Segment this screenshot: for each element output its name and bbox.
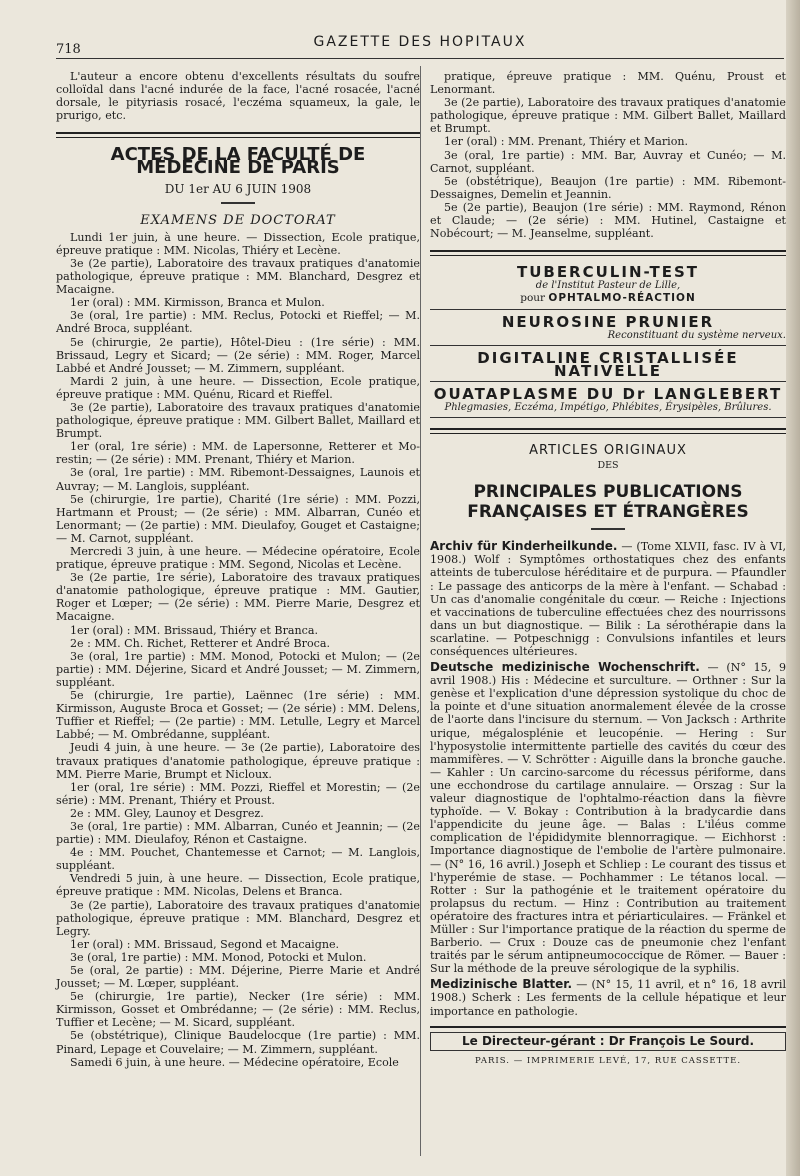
exam-entry: Samedi 6 juin, à une heure. — Médecine opératoire, Ecole bbox=[70, 1055, 399, 1069]
exam-entry: 3e (oral, 1re partie) : MM. Monod, Potocki et Mulon; — (2e partie) : MM. Déjerine, Sicard et André Jousset; — M. Zimmern, suppléant. bbox=[56, 649, 420, 689]
exam-entry: 5e (chirurgie, 1re partie), Necker (1re série) : MM. Kirmisson, Gosset et Ombrédanne; — (2e série) : MM. Reclus, Tuffier et Lecène; — M. Sicard, suppléant. bbox=[56, 990, 420, 1030]
exam-entry: 1er (oral) : MM. Brissaud, Segond et Macaigne. bbox=[70, 937, 340, 951]
right-column bbox=[430, 70, 786, 1068]
ad-tuberculin bbox=[430, 263, 786, 309]
footer bbox=[430, 1026, 786, 1068]
publications-heading: PRINCIPALES PUBLICATIONS FRANÇAISES ET ÉTRANGÈRES bbox=[467, 482, 749, 523]
exams-title: EXAMENS DE DOCTORAT bbox=[140, 212, 336, 228]
exam-entry: 3e (2e partie), Laboratoire des travaux pratiques d'anatomie pathologique, épreuve pratique : MM. Blanchard, Desgrez et Legry. bbox=[56, 898, 420, 938]
exam-entry: 3e (oral, 1re partie) : MM. Monod, Potocki et Mulon. bbox=[70, 950, 367, 964]
page-edge bbox=[786, 0, 800, 1176]
running-title: GAZETTE DES HOPITAUX bbox=[313, 34, 527, 50]
exam-entry: Jeudi 4 juin, à une heure. — 3e (2e partie), Laboratoire des travaux pratiques d'anatomie pathologique, épreuve pratique : MM. Pierre Marie, Brumpt et Nicloux. bbox=[56, 741, 420, 781]
section-rule bbox=[56, 132, 420, 138]
exam-entry: 2e : MM. Ch. Richet, Retterer et André Broca. bbox=[70, 636, 330, 650]
journal-summary: — (N° 15, 11 avril, et n° 16, 18 avril 1908.) Scherk : Les ferments de la cellule hépatique et leur importance en pathologie. bbox=[430, 978, 786, 1018]
section-rule bbox=[430, 250, 786, 256]
journal-name: Deutsche medizinische Wochenschrift. bbox=[430, 660, 700, 675]
section-rule bbox=[430, 428, 786, 434]
exam-entry: 5e (obstétrique), Beaujon (1re partie) : MM. Ribemont-Dessaignes, Demelin et Jeannin. bbox=[430, 174, 786, 201]
column-divider bbox=[420, 66, 421, 1156]
exam-entry: 1er (oral) : MM. Prenant, Thiéry et Marion. bbox=[444, 135, 689, 149]
exam-entry: 4e : MM. Pouchet, Chantemesse et Carnot; — M. Langlois, suppléant. bbox=[56, 846, 420, 873]
exam-entry: 1er (oral) : MM. Kirmisson, Branca et Mulon. bbox=[70, 296, 325, 310]
exam-entry: pratique, épreuve pratique : MM. Quénu, Proust et Lenormant. bbox=[430, 70, 786, 97]
exam-entry: 3e (oral, 1re partie) : MM. Reclus, Potocki et Rieffel; — M. André Broca, suppléant. bbox=[56, 309, 420, 336]
ad-ouataplasme bbox=[430, 384, 786, 418]
exam-entry: 3e (oral, 1re partie) : MM. Bar, Auvray et Cunéo; — M. Carnot, suppléant. bbox=[430, 148, 786, 175]
exam-entry: Lundi 1er juin, à une heure. — Dissection, Ecole pratique, épreuve pratique : MM. Nicolas, Thiéry et Lecène. bbox=[56, 230, 420, 257]
ad-footer bbox=[430, 292, 786, 305]
exam-entry: 5e (chirurgie, 2e partie), Hôtel-Dieu : (1re série) : MM. Brissaud, Legry et Sicard; — (2e série) : MM. Roger, Marcel Labbé et André Jousset; — M. Zimmern, suppléant. bbox=[56, 335, 420, 375]
exam-entry: 5e (chirurgie, 1re partie), Laënnec (1re série) : MM. Kirmisson, Auguste Broca et Gosset; — (2e série) : MM. Delens, Tuffier et Rieffel; — (2e partie) : MM. Letulle, Legry et Marcel Labbé; — M. Ombrédanne, suppléant. bbox=[56, 689, 420, 742]
acts-title: ACTES DE LA FACULTÉ DE MÉDECINE DE PARIS bbox=[110, 144, 366, 179]
exam-list bbox=[56, 231, 420, 1069]
journal-entry bbox=[430, 661, 786, 975]
exam-entry: Mercredi 3 juin, à une heure. — Médecine opératoire, Ecole pratique, épreuve pratique : MM. Segond, Nicolas et Lecène. bbox=[56, 545, 420, 572]
printer-line: PARIS. — IMPRIMERIE LEVÉ, 17, RUE CASSETTE. bbox=[474, 1055, 742, 1066]
exam-entry: Vendredi 5 juin, à une heure. — Dissection, Ecole pratique, épreuve pratique : MM. Nicolas, Delens et Branca. bbox=[56, 872, 420, 899]
exam-entry: 1er (oral) : MM. Brissaud, Thiéry et Branca. bbox=[70, 623, 318, 637]
exam-entry: 3e (2e partie, 1re série), Laboratoire des travaux pratiques d'anatomie pathologique, épreuve pratique : MM. Gautier, Roger et Lœper; — (2e série) : MM. Pierre Marie, Desgrez et Macaigne. bbox=[56, 571, 420, 624]
page-header bbox=[56, 34, 784, 59]
ad-title: TUBERCULIN-TEST bbox=[516, 263, 700, 282]
ad-footer-prefix: pour bbox=[520, 292, 546, 305]
exam-entry: 5e (2e partie), Beaujon (1re série) : MM. Raymond, Rénon et Claude; — (2e série) : MM. Hutinel, Castaigne et Nobécourt; — M. Jeanselme, suppléant. bbox=[430, 200, 786, 241]
exam-entry: 3e (2e partie), Laboratoire des travaux pratiques d'anatomie pathologique, épreuve pratique : MM. Gilbert Ballet, Maillard et Brumpt. bbox=[430, 96, 786, 136]
exam-entry: 3e (2e partie), Laboratoire des travaux pratiques d'anatomie pathologique, épreuve pratique : MM. Gilbert Ballet, Maillard et Brumpt. bbox=[56, 400, 420, 441]
journal-entry bbox=[430, 540, 786, 658]
exam-entry: 5e (oral, 2e partie) : MM. Déjerine, Pierre Marie et André Jousset; — M. Lœper, suppléant. bbox=[56, 964, 420, 991]
acts-dates: DU 1er AU 6 JUIN 1908 bbox=[164, 181, 312, 196]
ad-subtitle: Reconstituant du système nerveux. bbox=[607, 329, 786, 341]
ad-digitaline bbox=[430, 348, 786, 382]
ad-title: NEUROSINE PRUNIER bbox=[501, 312, 715, 331]
journal-summary: — (N° 15, 9 avril 1908.) His : Médecine et surculture. — Orthner : Sur la genèse et l'explication d'une dépression systolique du choc de la pointe et d'une situation anormalement élevée de la crosse de l'aorte dans l'incisure du sternum. — Von Jacksch : Arthrite urique, mégalosplénie et leucopénie. — Hering : Sur l'hyposystolie intermittente partielle des cavités du cœur des mammifères. — V. Schrötter : Aiguille dans la bronche gauche. — Kahler : Un carcino-sarcome du récessus périforme, dans une ecchondrose du cartilage annulaire. — Orszag : Sur la valeur diagnostique de l'ophtalmo-réaction dans la fièvre typhoïde. — V. Bokay : Contribution à la bradycardie dans l'appendicite du jeune âge. — Balas : L'iléus comme complication de l'épididymite blennorragique. — Eichhorst : Importance diagnostique de l'embolie de l'artère pulmonaire. — (N° 16, 16 avril.) Joseph et Schliep : Le courant des tissus et l'hyperémie de stase. — Pochhammer : Le tétanos local. — Rotter : Sur la pathogénie et le traitement opératoire du prolapsus du rectum. — Hinz : Contribution au traitement opératoire des fractures intra et périarticulaires. — Fränkel et Müller : Sur l'importance pratique de la réaction du sperme de Barberio. — Crux : Douze cas de pneumonie chez l'enfant traités par le sérum antipneumococcique de Römer. — Bauer : Sur la méthode de la preuve sérologique de la syphilis. bbox=[430, 661, 787, 976]
page-number: 718 bbox=[56, 42, 81, 57]
exam-entry: 3e (oral, 1re partie) : MM. Albarran, Cunéo et Jeannin; — (2e partie) : MM. Dieulafoy, Rénon et Castaigne. bbox=[56, 819, 420, 847]
ad-neurosine bbox=[430, 312, 786, 346]
exam-entry: Mardi 2 juin, à une heure. — Dissection, Ecole pratique, épreuve pratique : MM. Quénu, Ricard et Rieffel. bbox=[56, 374, 420, 401]
ad-title: DIGITALINE CRISTALLISÉE NATIVELLE bbox=[477, 348, 739, 380]
journal-entry bbox=[430, 978, 786, 1017]
director-line: Le Directeur-gérant : Dr François Le Sourd. bbox=[430, 1032, 786, 1051]
exam-entry: 5e (chirurgie, 1re partie), Charité (1re série) : MM. Pozzi, Hartmann et Proust; — (2e série) : MM. Albarran, Cunéo et Lenormant; — (2e partie) : MM. Dieulafoy, Gouget et Castaigne; — M. Carnot, suppléant. bbox=[56, 492, 420, 545]
ad-subtitle: Phlegmasies, Eczéma, Impétigo, Phlébites, Érysipèles, Brûlures. bbox=[444, 401, 772, 413]
articles-des: DES bbox=[597, 460, 619, 472]
journal-name: Medizinische Blatter. bbox=[430, 977, 573, 992]
journal-list bbox=[430, 540, 786, 1017]
short-rule bbox=[221, 202, 255, 204]
exam-entry: 5e (obstétrique), Clinique Baudelocque (1re partie) : MM. Pinard, Lepage et Couvelaire; — M. Zimmern, suppléant. bbox=[56, 1029, 420, 1056]
short-rule bbox=[591, 528, 625, 530]
journal-name: Archiv für Kinderheilkunde. bbox=[430, 539, 618, 554]
exam-list-continued bbox=[430, 70, 786, 240]
exam-entry: 1er (oral, 1re série) : MM. Pozzi, Rieffel et Morestin; — (2e série) : MM. Prenant, Thiéry et Proust. bbox=[56, 780, 420, 807]
left-column bbox=[56, 70, 420, 1069]
articles-title: ARTICLES ORIGINAUX bbox=[529, 443, 687, 459]
exam-entry: 2e : MM. Gley, Launoy et Desgrez. bbox=[70, 806, 264, 820]
exam-entry: 1er (oral, 1re série) : MM. de Lapersonne, Retterer et Mo-restin; — (2e série) : MM. Prenant, Thiéry et Marion. bbox=[56, 440, 420, 467]
ad-footer-bold: OPHTALMO-RÉACTION bbox=[548, 292, 696, 305]
exam-entry: 3e (oral, 1re partie) : MM. Ribemont-Dessaignes, Launois et Auvray; — M. Langlois, suppléant. bbox=[56, 466, 420, 493]
ad-subtitle: de l'Institut Pasteur de Lille, bbox=[535, 280, 681, 292]
ad-title: OUATAPLASME DU Dr LANGLEBERT bbox=[433, 384, 783, 403]
intro-paragraph: L'auteur a encore obtenu d'excellents résultats du soufre colloïdal dans l'acné indurée de la face, l'acné rosacée, l'acné dorsale, le pityriasis rosacé, l'eczéma squameux, la gale, le prurigo, etc. bbox=[56, 70, 420, 123]
exam-entry: 3e (2e partie), Laboratoire des travaux pratiques d'anatomie pathologique, épreuve pratique : MM. Blanchard, Desgrez et Macaigne. bbox=[56, 256, 420, 297]
journal-summary: — (Tome XLVII, fasc. IV à VI, 1908.) Wolf : Symptômes orthostatiques chez des enfants atteints de tuberculose héréditaire et de purpura. — Pfaundler : Le passage des anticorps de la mère à l'enfant. — Schabad : Un cas d'anomalie congénitale du cœur. — Reiche : Injections et vaccinations de tuberculine effectuées chez des nourrissons dans un but diagnostique. — Bilik : La sérothérapie dans la scarlatine. — Potpeschnigg : Convulsions infantiles et leurs conséquences ultérieures. bbox=[430, 540, 786, 658]
